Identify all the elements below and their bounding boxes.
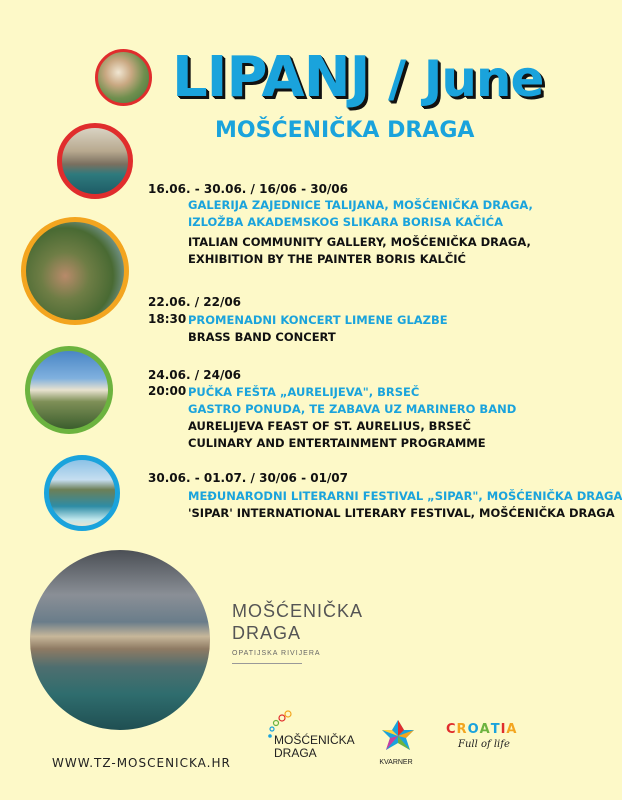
event-date: 16.06. - 30.06. / 16/06 - 30/06 — [148, 182, 349, 196]
event-title-hr: PROMENADNI KONCERT LIMENE GLAZBE — [188, 313, 448, 327]
event-time: 18:30 — [148, 312, 187, 326]
logo-croatia — [446, 722, 516, 750]
logo-line2: DRAGA — [274, 746, 317, 760]
logo-kvarner-text: KVARNER — [379, 759, 413, 766]
event-date: 30.06. - 01.07. / 30/06 - 01/07 — [148, 471, 349, 485]
main-photo — [30, 550, 210, 730]
event-2-photo — [21, 217, 129, 325]
logo-moscenicka-draga — [268, 710, 355, 760]
logo-line1: MOŠĆENIČKA — [274, 733, 355, 747]
logo-kvarner — [378, 718, 418, 766]
event-3-photo — [25, 346, 113, 434]
page-title — [172, 45, 544, 110]
event-time: 20:00 — [148, 384, 187, 398]
event-1 — [148, 182, 533, 268]
event-date: 22.06. / 22/06 — [148, 295, 242, 309]
event-title-hr: IZLOŽBA AKADEMSKOG SLIKARA BORISA KAČIĆA — [188, 215, 503, 229]
event-title-en: BRASS BAND CONCERT — [188, 330, 336, 344]
event-title-en: ITALIAN COMMUNITY GALLERY, MOŠĆENIČKA DRAGA, — [188, 235, 531, 249]
event-title-hr: PUČKA FEŠTA „AURELIJEVA", BRSEČ — [188, 385, 420, 399]
logo-croatia-tagline: Full of life — [458, 739, 510, 750]
brand-name-line2: DRAGA — [232, 623, 302, 643]
header-photo — [95, 49, 152, 106]
website-link[interactable]: WWW.TZ-MOSCENICKA.HR — [52, 756, 231, 770]
event-title-en: AURELIJEVA FEAST OF ST. AURELIUS, BRSEČ — [188, 419, 471, 433]
event-title-en: EXHIBITION BY THE PAINTER BORIS KALČIĆ — [188, 252, 466, 266]
event-title-hr: GALERIJA ZAJEDNICE TALIJANA, MOŠĆENIČKA DRAGA, — [188, 198, 533, 212]
brand-name-line1: MOŠĆENIČKA — [232, 601, 364, 621]
logo-croatia-wordmark: C R O A T I A — [446, 722, 517, 737]
event-title-en: 'SIPAR' INTERNATIONAL LITERARY FESTIVAL, MOŠĆENIČKA DRAGA — [188, 506, 615, 520]
event-2 — [148, 295, 448, 346]
event-date: 24.06. / 24/06 — [148, 368, 242, 382]
event-4 — [148, 471, 622, 522]
brand-divider — [232, 663, 302, 664]
event-title-hr: MEĐUNARODNI LITERARNI FESTIVAL „SIPAR", MOŠĆENIČKA DRAGA — [188, 489, 622, 503]
event-1-photo — [57, 123, 133, 199]
title-hr: LIPANJ — [172, 45, 370, 110]
brand-block — [232, 600, 363, 664]
event-title-hr: GASTRO PONUDA, TE ZABAVA UZ MARINERO BAND — [188, 402, 517, 416]
title-en: June — [423, 50, 544, 108]
title-slash: / — [387, 50, 406, 108]
kvarner-star-icon — [380, 718, 416, 754]
event-3 — [148, 368, 516, 452]
event-4-photo — [44, 455, 120, 531]
brand-tagline: OPATIJSKA RIVIJERA — [232, 650, 321, 657]
event-title-en: CULINARY AND ENTERTAINMENT PROGRAMME — [188, 436, 486, 450]
page-subtitle: MOŠĆENIČKA DRAGA — [215, 118, 475, 143]
